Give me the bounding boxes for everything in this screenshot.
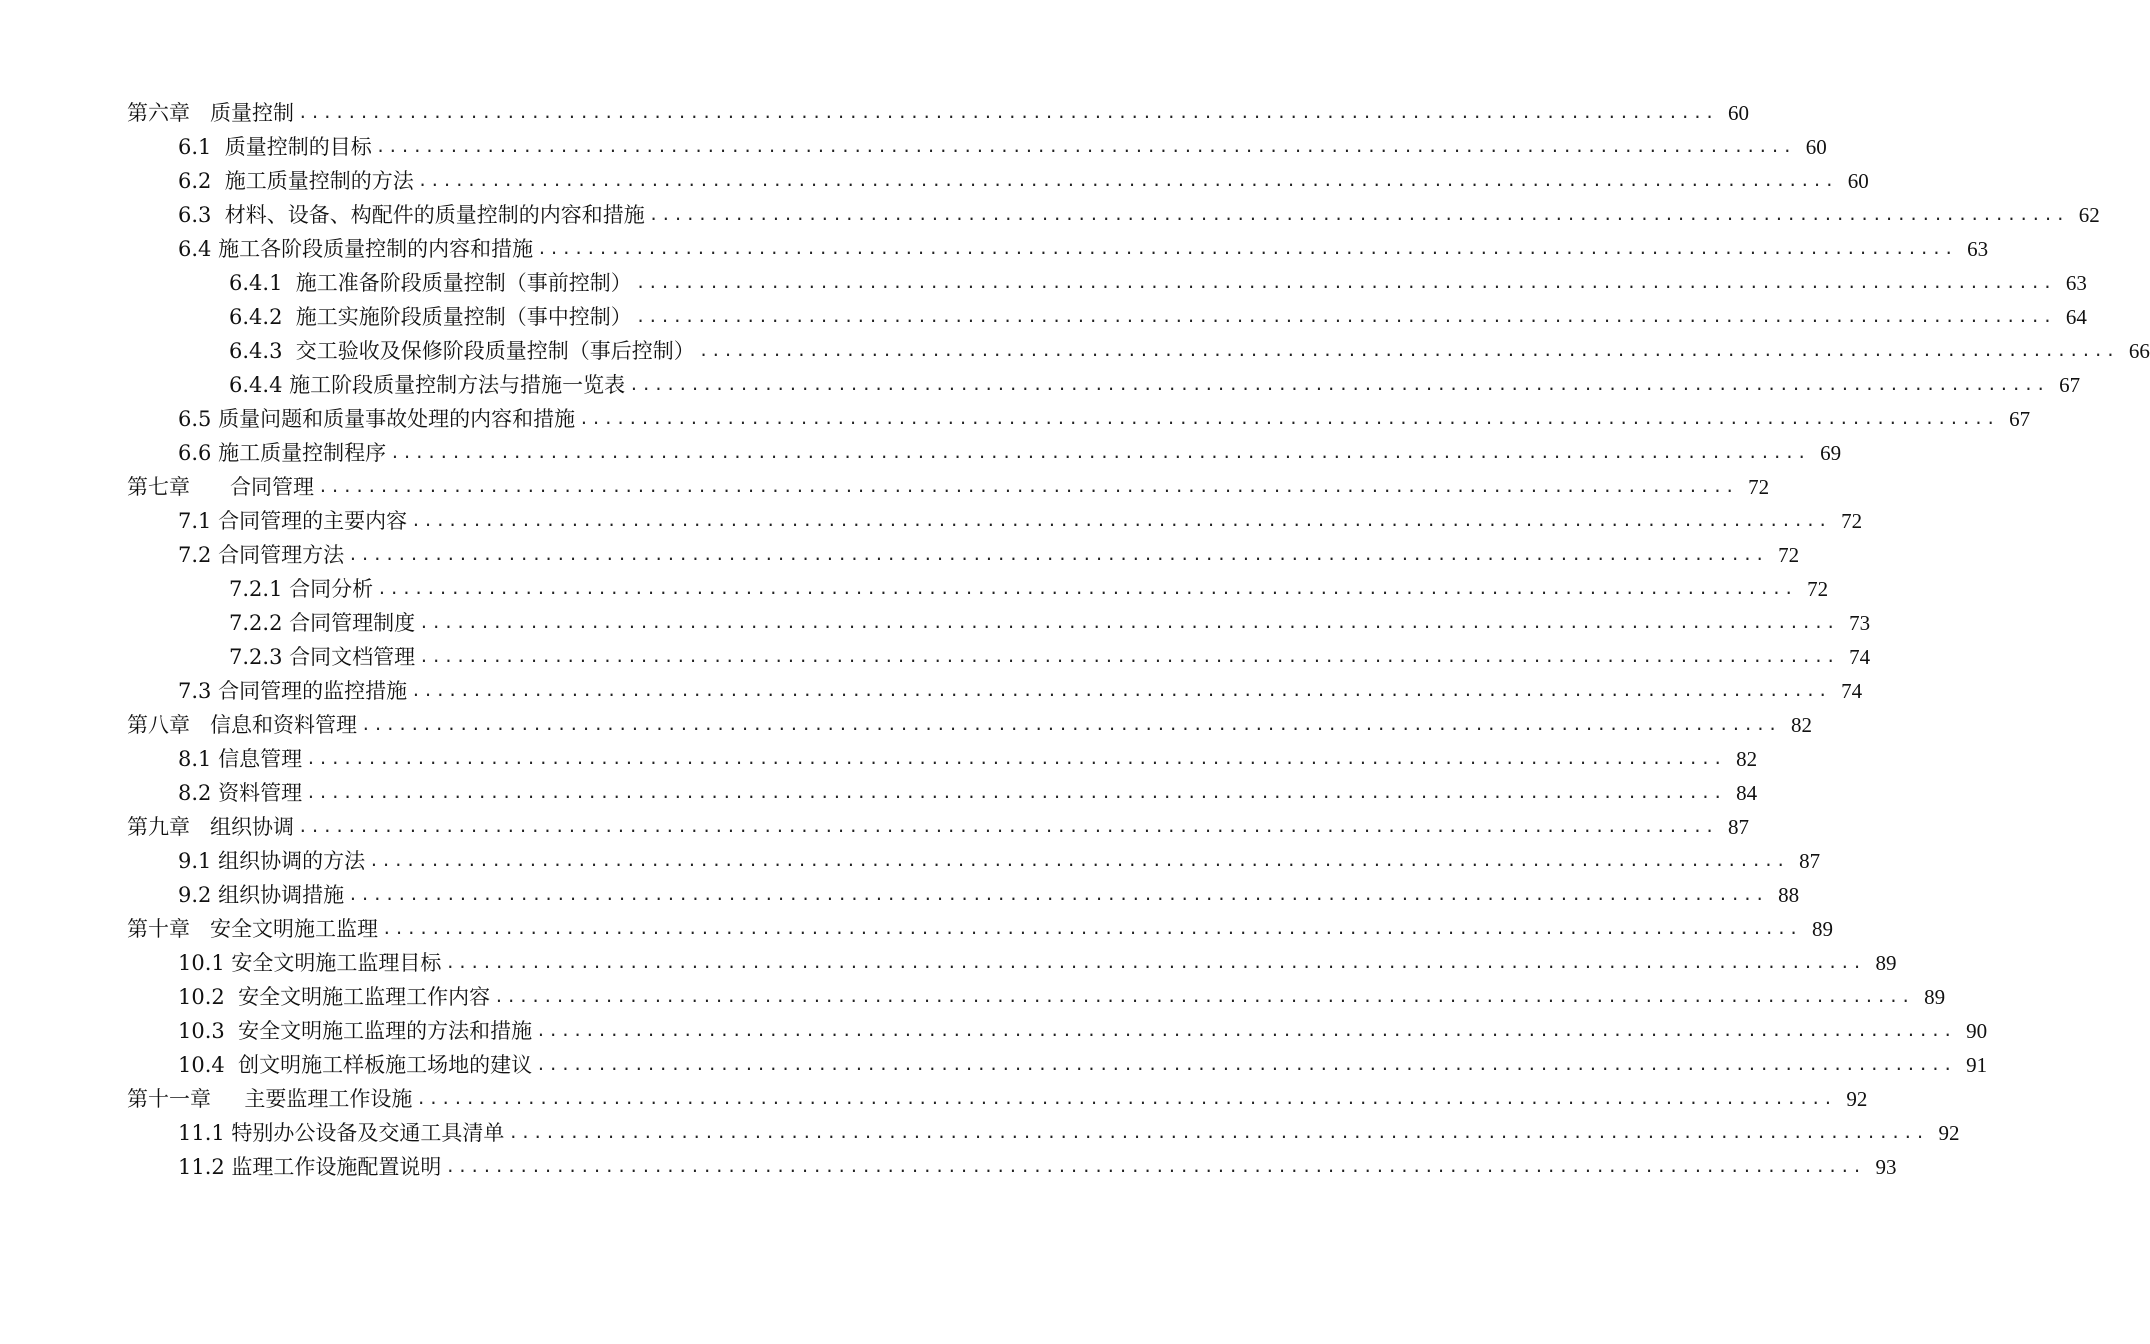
toc-dot-leader: .................................................................................................................... <box>377 579 1797 598</box>
toc-section-entry[interactable] <box>0 334 2150 368</box>
toc-section-entry[interactable] <box>0 436 1842 470</box>
toc-section-entry[interactable] <box>0 776 1758 810</box>
toc-page-number: 62 <box>2078 203 2100 227</box>
toc-entry-title: 7.1 合同管理的主要内容 <box>178 504 409 538</box>
toc-dot-leader: .................................................................................................................... <box>375 137 1795 156</box>
toc-section-entry[interactable] <box>0 946 1897 980</box>
toc-section-entry[interactable] <box>0 878 1800 912</box>
toc-page-number: 60 <box>1847 169 1869 193</box>
toc-page-number: 84 <box>1736 781 1758 805</box>
toc-entry-title: 6.3 材料、设备、构配件的质量控制的内容和措施 <box>178 198 647 232</box>
toc-page-number: 74 <box>1849 645 1871 669</box>
toc-page-number: 73 <box>1849 611 1871 635</box>
toc-section-entry[interactable] <box>0 300 2087 334</box>
toc-dot-leader: .................................................................................................................... <box>416 1089 1836 1108</box>
toc-entry-title: 7.3 合同管理的监控措施 <box>178 674 409 708</box>
toc-section-entry[interactable] <box>0 1150 1897 1184</box>
toc-section-entry[interactable] <box>0 198 2100 232</box>
toc-dot-leader: .................................................................................................................... <box>298 103 1718 122</box>
toc-entry-title: 7.2.1 合同分析 <box>229 572 375 606</box>
toc-entry-title: 7.2 合同管理方法 <box>178 538 346 572</box>
toc-dot-leader: .................................................................................................................... <box>411 511 1831 530</box>
toc-page-number: 67 <box>2009 407 2031 431</box>
toc-dot-leader: .................................................................................................................... <box>508 1123 1928 1142</box>
toc-entry-title: 10.2 安全文明施工监理工作内容 <box>178 980 492 1014</box>
toc-entry-title: 6.4.1 施工准备阶段质量控制（事前控制） <box>229 266 634 300</box>
toc-entry-title: 第十一章 主要监理工作设施 <box>127 1082 414 1116</box>
toc-page-number: 72 <box>1748 475 1770 499</box>
toc-page-number: 72 <box>1841 509 1863 533</box>
toc-page-number: 60 <box>1728 101 1750 125</box>
toc-dot-leader: .................................................................................................................... <box>648 205 2068 224</box>
toc-dot-leader: .................................................................................................................... <box>536 1021 1956 1040</box>
toc-section-entry[interactable] <box>0 368 2081 402</box>
toc-dot-leader: .................................................................................................................... <box>635 307 2055 326</box>
toc-dot-leader: .................................................................................................................... <box>445 1157 1865 1176</box>
toc-chapter-entry[interactable] <box>0 1082 1868 1116</box>
toc-entry-title: 8.1 信息管理 <box>178 742 304 776</box>
toc-page-number: 66 <box>2128 339 2150 363</box>
toc-dot-leader: .................................................................................................................... <box>348 885 1768 904</box>
toc-dot-leader: .................................................................................................................... <box>318 477 1738 496</box>
toc-page-number: 82 <box>1736 747 1758 771</box>
toc-dot-leader: .................................................................................................................... <box>298 817 1718 836</box>
toc-page-number: 72 <box>1778 543 1800 567</box>
toc-page-number: 89 <box>1875 951 1897 975</box>
toc-entry-title: 6.4.3 交工验收及保修阶段质量控制（事后控制） <box>229 334 697 368</box>
toc-section-entry[interactable] <box>0 572 1829 606</box>
toc-entry-title: 第六章 质量控制 <box>127 96 296 130</box>
toc-entry-title: 11.1 特别办公设备及交通工具清单 <box>178 1116 506 1150</box>
toc-entry-title: 8.2 资料管理 <box>178 776 304 810</box>
toc-entry-title: 6.5 质量问题和质量事故处理的内容和措施 <box>178 402 577 436</box>
toc-dot-leader: .................................................................................................................... <box>369 851 1789 870</box>
toc-dot-leader: .................................................................................................................... <box>382 919 1802 938</box>
toc-section-entry[interactable] <box>0 640 1871 674</box>
toc-entry-title: 6.4.4 施工阶段质量控制方法与措施一览表 <box>229 368 627 402</box>
toc-page-number: 82 <box>1791 713 1813 737</box>
toc-chapter-entry[interactable] <box>0 708 1813 742</box>
toc-dot-leader: .................................................................................................................... <box>494 987 1914 1006</box>
toc-section-entry[interactable] <box>0 606 1871 640</box>
toc-dot-leader: .................................................................................................................... <box>419 613 1839 632</box>
toc-dot-leader: .................................................................................................................... <box>635 273 2055 292</box>
toc-page-number: 89 <box>1812 917 1834 941</box>
toc-page-number: 64 <box>2065 305 2087 329</box>
toc-chapter-entry[interactable] <box>0 96 1750 130</box>
toc-section-entry[interactable] <box>0 130 1827 164</box>
toc-page-number: 91 <box>1966 1053 1988 1077</box>
toc-page-number: 63 <box>1967 237 1989 261</box>
toc-page-number: 69 <box>1820 441 1842 465</box>
toc-entry-title: 11.2 监理工作设施配置说明 <box>178 1150 443 1184</box>
toc-section-entry[interactable] <box>0 674 1863 708</box>
toc-dot-leader: .................................................................................................................... <box>306 783 1726 802</box>
toc-entry-title: 第七章 合同管理 <box>127 470 316 504</box>
toc-section-entry[interactable] <box>0 402 2031 436</box>
toc-entry-title: 6.4 施工各阶段质量控制的内容和措施 <box>178 232 535 266</box>
toc-page-number: 92 <box>1938 1121 1960 1145</box>
toc-page-number: 60 <box>1805 135 1827 159</box>
toc-dot-leader: .................................................................................................................... <box>411 681 1831 700</box>
toc-entry-title: 6.4.2 施工实施阶段质量控制（事中控制） <box>229 300 634 334</box>
toc-section-entry[interactable] <box>0 504 1863 538</box>
toc-page-number: 87 <box>1728 815 1750 839</box>
toc-section-entry[interactable] <box>0 980 1946 1014</box>
toc-section-entry[interactable] <box>0 1048 1988 1082</box>
toc-page-number: 72 <box>1807 577 1829 601</box>
toc-entry-title: 7.2.2 合同管理制度 <box>229 606 417 640</box>
toc-entry-title: 6.6 施工质量控制程序 <box>178 436 388 470</box>
toc-entry-title: 6.2 施工质量控制的方法 <box>178 164 416 198</box>
toc-section-entry[interactable] <box>0 538 1800 572</box>
toc-section-entry[interactable] <box>0 266 2087 300</box>
toc-page-number: 90 <box>1966 1019 1988 1043</box>
toc-entry-title: 7.2.3 合同文档管理 <box>229 640 417 674</box>
toc-dot-leader: .................................................................................................................... <box>536 1055 1956 1074</box>
toc-entry-title: 6.1 质量控制的目标 <box>178 130 374 164</box>
toc-dot-leader: .................................................................................................................... <box>445 953 1865 972</box>
toc-dot-leader: .................................................................................................................... <box>361 715 1781 734</box>
toc-entry-title: 第九章 组织协调 <box>127 810 296 844</box>
toc-entry-title: 10.4 创文明施工样板施工场地的建议 <box>178 1048 534 1082</box>
toc-entry-title: 第十章 安全文明施工监理 <box>127 912 380 946</box>
toc-dot-leader: .................................................................................................................... <box>579 409 1999 428</box>
toc-dot-leader: .................................................................................................................... <box>417 171 1837 190</box>
toc-page-number: 67 <box>2059 373 2081 397</box>
toc-dot-leader: .................................................................................................................... <box>419 647 1839 666</box>
toc-entry-title: 9.1 组织协调的方法 <box>178 844 367 878</box>
toc-page-number: 74 <box>1841 679 1863 703</box>
toc-section-entry[interactable] <box>0 164 1869 198</box>
toc-section-entry[interactable] <box>0 844 1821 878</box>
toc-section-entry[interactable] <box>0 1116 1960 1150</box>
toc-dot-leader: .................................................................................................................... <box>698 341 2118 360</box>
toc-page-number: 92 <box>1846 1087 1868 1111</box>
toc-page-number: 89 <box>1924 985 1946 1009</box>
toc-entry-title: 10.3 安全文明施工监理的方法和措施 <box>178 1014 534 1048</box>
toc-dot-leader: .................................................................................................................... <box>629 375 2049 394</box>
toc-chapter-entry[interactable] <box>0 810 1750 844</box>
toc-section-entry[interactable] <box>0 742 1758 776</box>
toc-dot-leader: .................................................................................................................... <box>348 545 1768 564</box>
toc-entry-title: 第八章 信息和资料管理 <box>127 708 359 742</box>
toc-dot-leader: .................................................................................................................... <box>390 443 1810 462</box>
toc-chapter-entry[interactable] <box>0 470 1770 504</box>
toc-page-number: 88 <box>1778 883 1800 907</box>
table-of-contents <box>0 96 2150 1184</box>
toc-chapter-entry[interactable] <box>0 912 1834 946</box>
toc-dot-leader: .................................................................................................................... <box>537 239 1957 258</box>
toc-page-number: 87 <box>1799 849 1821 873</box>
toc-entry-title: 9.2 组织协调措施 <box>178 878 346 912</box>
toc-dot-leader: .................................................................................................................... <box>306 749 1726 768</box>
toc-page-number: 63 <box>2065 271 2087 295</box>
toc-section-entry[interactable] <box>0 232 1989 266</box>
toc-entry-title: 10.1 安全文明施工监理目标 <box>178 946 443 980</box>
toc-section-entry[interactable] <box>0 1014 1988 1048</box>
toc-page-number: 93 <box>1875 1155 1897 1179</box>
